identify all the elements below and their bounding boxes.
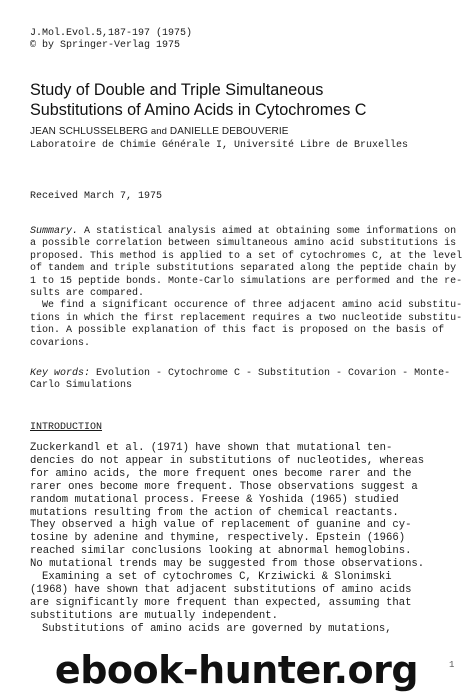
summary-line: sults are compared. [30, 288, 145, 300]
author-1: JEAN SCHLUSSELBERG [30, 126, 148, 137]
summary-line: Summary. A statistical analysis aimed at obtaining some informations on [30, 226, 457, 237]
paper-title [30, 80, 450, 120]
body-line: Zuckerkandl et al. (1971) have shown that mutational ten- [30, 442, 393, 454]
body-line: for amino acids, the more frequent ones become rarer and the [30, 467, 412, 480]
author-2: DANIELLE DEBOUVERIE [169, 126, 289, 137]
keywords-block [30, 368, 455, 393]
body-line: Examining a set of cytochromes C, Krziwicki & Slonimski [42, 571, 392, 584]
author-conjunction: and [150, 126, 167, 137]
summary-line: 1 to 15 peptide bonds. Monte-Carlo simulations are performed and the re- [30, 275, 463, 287]
body-line: mutations resulting from the action of chemical reactants. [30, 506, 399, 519]
summary-line: tions in which the first replacement requires a two nucleotide substitu- [30, 312, 463, 324]
summary-line: a possible correlation between simultaneous amino acid substitutions is [30, 238, 457, 250]
body-line: are significantly more frequent than expected, assuming that [30, 596, 412, 609]
summary-line: proposed. This method is applied to a set of cytochromes C, at the level [30, 250, 463, 262]
watermark-logo: ebook-hunter.org [54, 648, 419, 692]
affiliation: Laboratoire de Chimie Générale I, Université Libre de Bruxelles [30, 140, 409, 151]
introduction-body [30, 442, 460, 636]
author-list [30, 126, 460, 138]
body-line: reached similar conclusions looking at abnormal hemoglobins. [30, 545, 412, 558]
body-line: substitutions are mutually independent. [30, 609, 278, 622]
summary-line: tion. A possible explanation of this fact is proposed on the basis of [30, 325, 445, 337]
body-line: tosine by adenine and thymine, respectively. Epstein (1966) [30, 532, 406, 545]
body-line: rarer ones become more frequent. Those observations suggest a [30, 480, 418, 493]
body-line: They observed a high value of replacement of guanine and cy- [30, 519, 412, 532]
keywords-line: Carlo Simulations [30, 380, 133, 392]
summary-line: covarions. [30, 337, 91, 349]
section-heading-introduction: INTRODUCTION [30, 422, 103, 433]
body-line: (1968) have shown that adjacent substitutions of amino acids [30, 583, 412, 596]
body-line: No mutational trends may be suggested from those observations. [30, 558, 425, 571]
received-date: Received March 7, 1975 [30, 191, 163, 202]
journal-citation: J.Mol.Evol.5,187-197 (1975) [30, 28, 193, 39]
summary-line: We find a significant occurence of three adjacent amino acid substitu- [42, 300, 463, 312]
title-line-1: Study of Double and Triple Simultaneous [30, 81, 324, 99]
journal-header [30, 28, 450, 53]
body-line: dencies do not appear in substitutions of nucleotides, whereas [30, 454, 425, 467]
keywords-line: Key words: Evolution - Cytochrome C - Substitution - Covarion - Monte- [30, 368, 451, 379]
copyright-line: © by Springer-Verlag 1975 [30, 40, 181, 52]
body-line: random mutational process. Freese & Yoshida (1965) studied [30, 493, 399, 506]
summary-abstract [30, 226, 463, 350]
keywords-label: Key words: [30, 368, 91, 379]
title-line-2: Substitutions of Amino Acids in Cytochromes C [30, 101, 367, 119]
summary-line: of tandem and triple substitutions separated along the peptide chain by [30, 263, 457, 275]
body-line: Substitutions of amino acids are governed by mutations, [42, 622, 392, 635]
summary-label: Summary. [30, 226, 79, 237]
page-number: 1 [449, 660, 455, 670]
